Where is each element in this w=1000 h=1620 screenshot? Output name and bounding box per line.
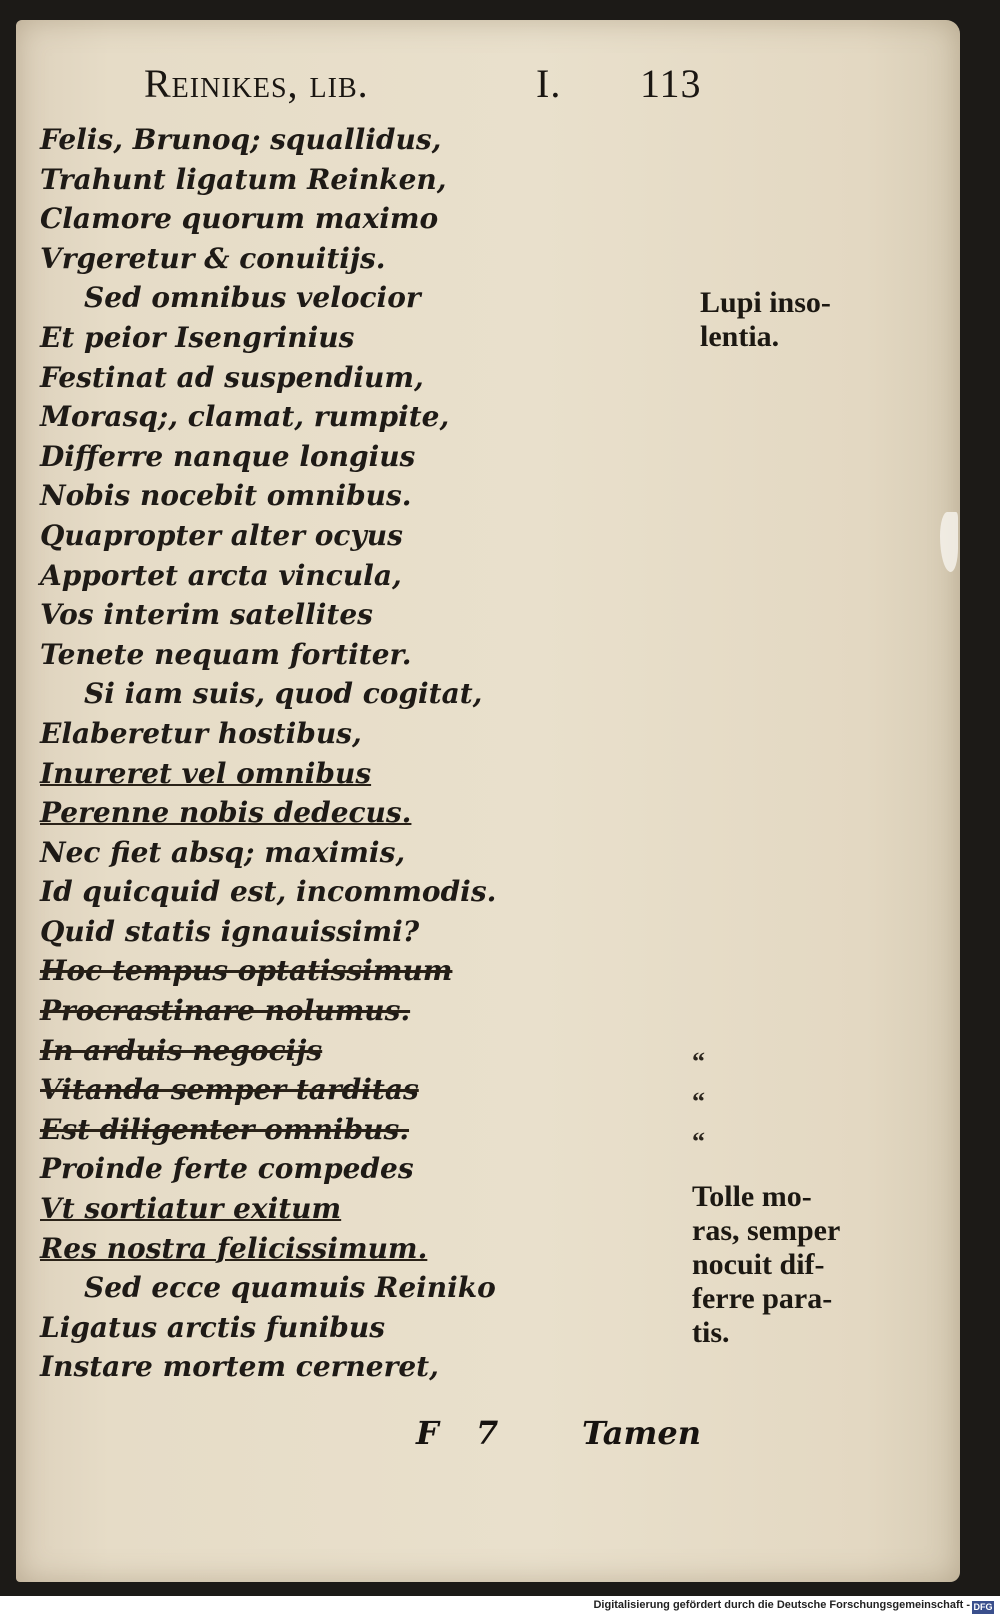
verse-line (40, 833, 680, 873)
marginal-quote-marks (692, 1042, 732, 1162)
verse-line (40, 1110, 680, 1150)
digitization-footer (0, 1596, 1000, 1620)
verse-column (40, 120, 680, 1387)
running-head-book-number: I. (536, 61, 562, 106)
catchword: Tamen (582, 1414, 701, 1452)
paper-tear (940, 512, 958, 572)
marginal-note-line: ras, semper (692, 1214, 841, 1247)
verse-text: Sed ecce quamuis Reiniko (84, 1271, 496, 1305)
verse-line (40, 1347, 680, 1387)
verse-text: Vos interim satellites (40, 598, 373, 632)
verse-line (40, 278, 680, 318)
verse-line (40, 674, 680, 714)
verse-line (40, 1070, 680, 1110)
verse-text: Morasq;, clamat, rumpite, (40, 400, 450, 434)
verse-line (40, 199, 680, 239)
running-head-title: Reinikes, lib. (144, 61, 369, 106)
book-page (16, 20, 960, 1582)
verse-line (40, 595, 680, 635)
verse-line (40, 635, 680, 675)
verse-line (40, 516, 680, 556)
verse-text: Quapropter alter ocyus (40, 518, 403, 552)
verse-text: Festinat ad suspendium, (40, 360, 424, 394)
verse-text: Differre nanque longius (40, 439, 416, 473)
verse-text: Perenne nobis dedecus. (40, 796, 412, 830)
verse-text: Id quicquid est, incommodis. (40, 875, 497, 909)
verse-text: Instare mortem cerneret, (40, 1350, 439, 1384)
verse-text: Ligatus arctis funibus (40, 1310, 385, 1344)
verse-text: Tenete nequam fortiter. (40, 637, 412, 671)
verse-text: Procrastinare nolumus. (40, 994, 411, 1028)
verse-line (40, 120, 680, 160)
page-number: 113 (640, 61, 702, 106)
verse-text: Et peior Isengrinius (40, 320, 355, 354)
verse-line (40, 1308, 680, 1348)
running-head (144, 60, 704, 110)
verse-line (40, 476, 680, 516)
marginal-note-line: Lupi inso- (700, 286, 831, 319)
dfg-logo: DFG (973, 1602, 993, 1612)
marginal-note-tolle (692, 1180, 892, 1350)
verse-line (40, 754, 680, 794)
verse-text: Nobis nocebit omnibus. (40, 479, 412, 513)
verse-text: Proinde ferte compedes (40, 1152, 414, 1186)
verse-line (40, 912, 680, 952)
verse-line (40, 793, 680, 833)
verse-line (40, 556, 680, 596)
verse-text: Vrgeretur & conuitijs. (40, 241, 386, 275)
verse-line (40, 397, 680, 437)
verse-line (40, 1149, 680, 1189)
verse-text: Vt sortiatur exitum (40, 1192, 342, 1226)
verse-line (40, 1031, 680, 1071)
marginal-note-line: lentia. (700, 320, 780, 353)
catchline (396, 1414, 716, 1464)
verse-line (40, 872, 680, 912)
verse-line (40, 1189, 680, 1229)
verse-text: Res nostra felicissimum. (40, 1231, 428, 1265)
verse-line (40, 1229, 680, 1269)
verse-text: Trahunt ligatum Reinken, (40, 162, 447, 196)
quote-mark: “ (692, 1127, 705, 1156)
verse-text: Hoc tempus optatissimum (40, 954, 453, 988)
verse-line (40, 951, 680, 991)
verse-text: Nec fiet absq; maximis, (40, 835, 406, 869)
verse-text: Sed omnibus velocior (84, 281, 421, 315)
verse-text: Si iam suis, quod cogitat, (84, 677, 483, 711)
quote-mark: “ (692, 1087, 705, 1116)
verse-text: Est diligenter omnibus. (40, 1112, 410, 1146)
footer-credit: Digitalisierung gefördert durch die Deutsche Forschungsgemeinschaft - (593, 1599, 970, 1611)
verse-text: Vitanda semper tarditas (40, 1073, 419, 1107)
signature-number: 7 (476, 1414, 499, 1452)
marginal-note-lupi (700, 286, 900, 354)
verse-line (40, 991, 680, 1031)
verse-text: Elaberetur hostibus, (40, 716, 362, 750)
verse-line (40, 714, 680, 754)
quote-mark: “ (692, 1047, 705, 1076)
verse-text: Apportet arcta vincula, (40, 558, 402, 592)
verse-line (40, 160, 680, 200)
marginal-note-line: nocuit dif- (692, 1248, 825, 1281)
verse-text: Quid statis ignauissimi? (40, 914, 420, 948)
verse-text: Felis, Brunoq; squallidus, (40, 123, 442, 156)
verse-line (40, 318, 680, 358)
marginal-note-line: tis. (692, 1316, 730, 1349)
verse-line (40, 239, 680, 279)
verse-text: Clamore quorum maximo (40, 202, 439, 236)
marginal-note-line: ferre para- (692, 1282, 833, 1315)
verse-line (40, 1268, 680, 1308)
verse-line (40, 437, 680, 477)
signature-mark: F (416, 1414, 439, 1452)
marginal-note-line: Tolle mo- (692, 1180, 812, 1213)
verse-text: In arduis negocijs (40, 1033, 323, 1067)
verse-text: Inureret vel omnibus (40, 756, 372, 790)
verse-line (40, 358, 680, 398)
